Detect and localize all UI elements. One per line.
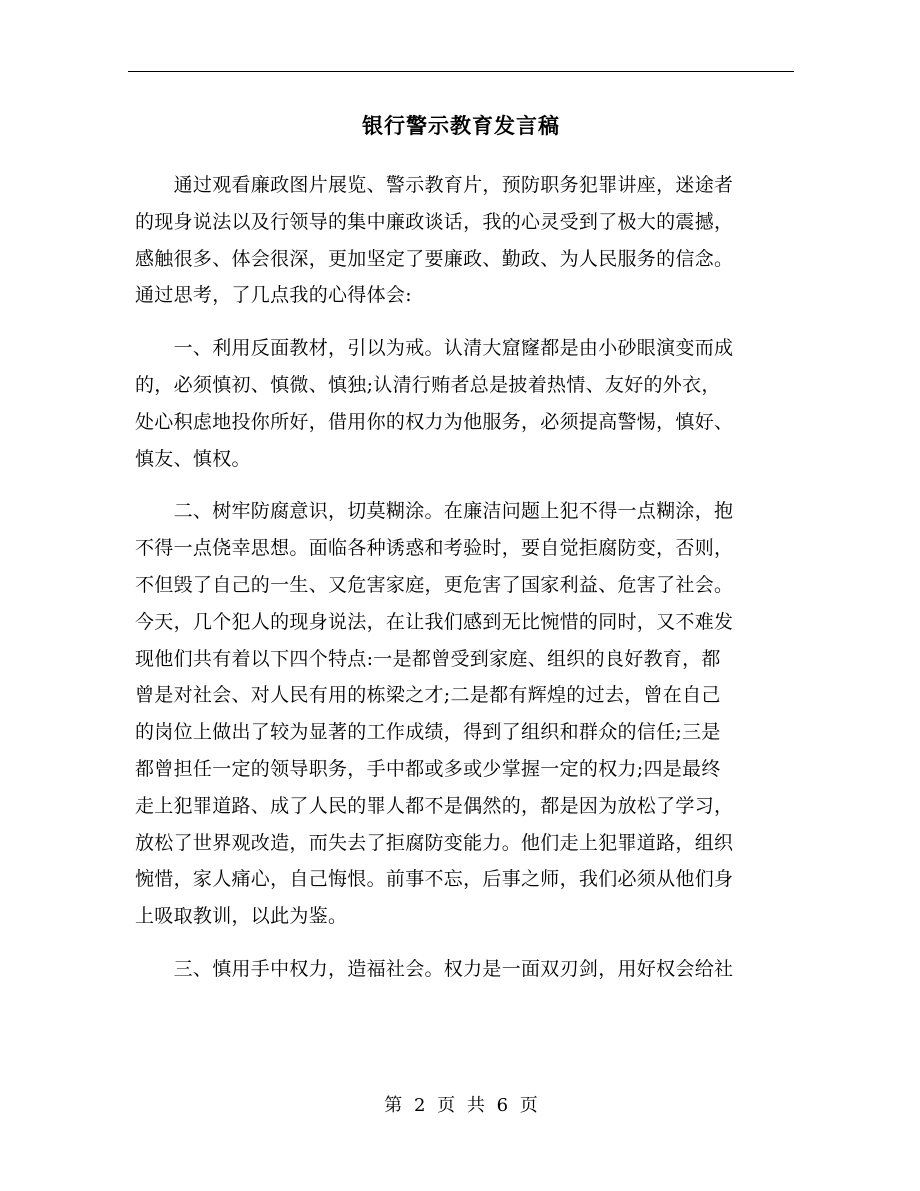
paragraph [135,493,797,935]
paragraph-gap [135,477,797,493]
text-line: 曾是对社会、对人民有用的栋梁之才;二是都有辉煌的过去，曾在自己 [135,684,721,707]
text-line: 都曾担任一定的领导职务，手中都或多或少掌握一定的权力;四是最终 [135,757,721,780]
paragraph-gap [135,314,797,330]
text-line: 通过观看廉政图片展览、警示教育片，预防职务犯罪讲座，迷途者 [135,174,734,196]
text-line: 上吸取教训，以此为鉴。 [135,905,348,928]
text-line: 通过思考，了几点我的心得体会: [135,284,412,307]
text-line: 的现身说法以及行领导的集中廉政谈话，我的心灵受到了极大的震撼， [135,210,734,233]
paragraph [135,330,797,477]
text-line: 放松了世界观改造，而失去了拒腐防变能力。他们走上犯罪道路，组织 [135,831,734,854]
text-line: 三、慎用手中权力，造福社会。权力是一面双刃剑，用好权会给社 [135,957,734,980]
paragraph [135,951,797,988]
text-line: 今天，几个犯人的现身说法，在让我们感到无比惋惜的同时，又不难发 [135,610,734,633]
page-number: 第 2 页 共 6 页 [384,1095,538,1116]
paragraph [135,167,797,314]
text-line: 感触很多、体会很深，更加坚定了要廉政、勤政、为人民服务的信念。 [135,247,734,270]
text-line: 的，必须慎初、慎微、慎独;认清行贿者总是披着热情、友好的外衣， [135,373,721,396]
text-line: 不但毁了自己的一生、又危害家庭，更危害了国家利益、危害了社会。 [135,573,734,596]
text-line: 的岗位上做出了较为显著的工作成绩，得到了组织和群众的信任;三是 [135,721,721,744]
text-line: 二、树牢防腐意识，切莫糊涂。在廉洁问题上犯不得一点糊涂，抱 [135,500,734,523]
text-line: 一、利用反面教材，引以为戒。认清大窟窿都是由小砂眼演变而成 [135,337,734,360]
text-line: 不得一点侥幸思想。面临各种诱惑和考验时，要自觉拒腐防变，否则， [135,537,734,560]
header-rule [128,71,794,72]
paragraph-gap [135,935,797,951]
text-line: 走上犯罪道路、成了人民的罪人都不是偶然的，都是因为放松了学习， [135,794,734,817]
text-line: 现他们共有着以下四个特点:一是都曾受到家庭、组织的良好教育，都 [135,647,721,670]
text-line: 处心积虑地投你所好，借用你的权力为他服务，必须提高警惕，慎好、 [135,410,734,433]
document-title: 银行警示教育发言稿 [362,113,560,138]
text-line: 惋惜，家人痛心，自己悔恨。前事不忘，后事之师，我们必须从他们身 [135,868,734,891]
document-body [135,167,797,988]
text-line: 慎友、慎权。 [135,447,251,470]
